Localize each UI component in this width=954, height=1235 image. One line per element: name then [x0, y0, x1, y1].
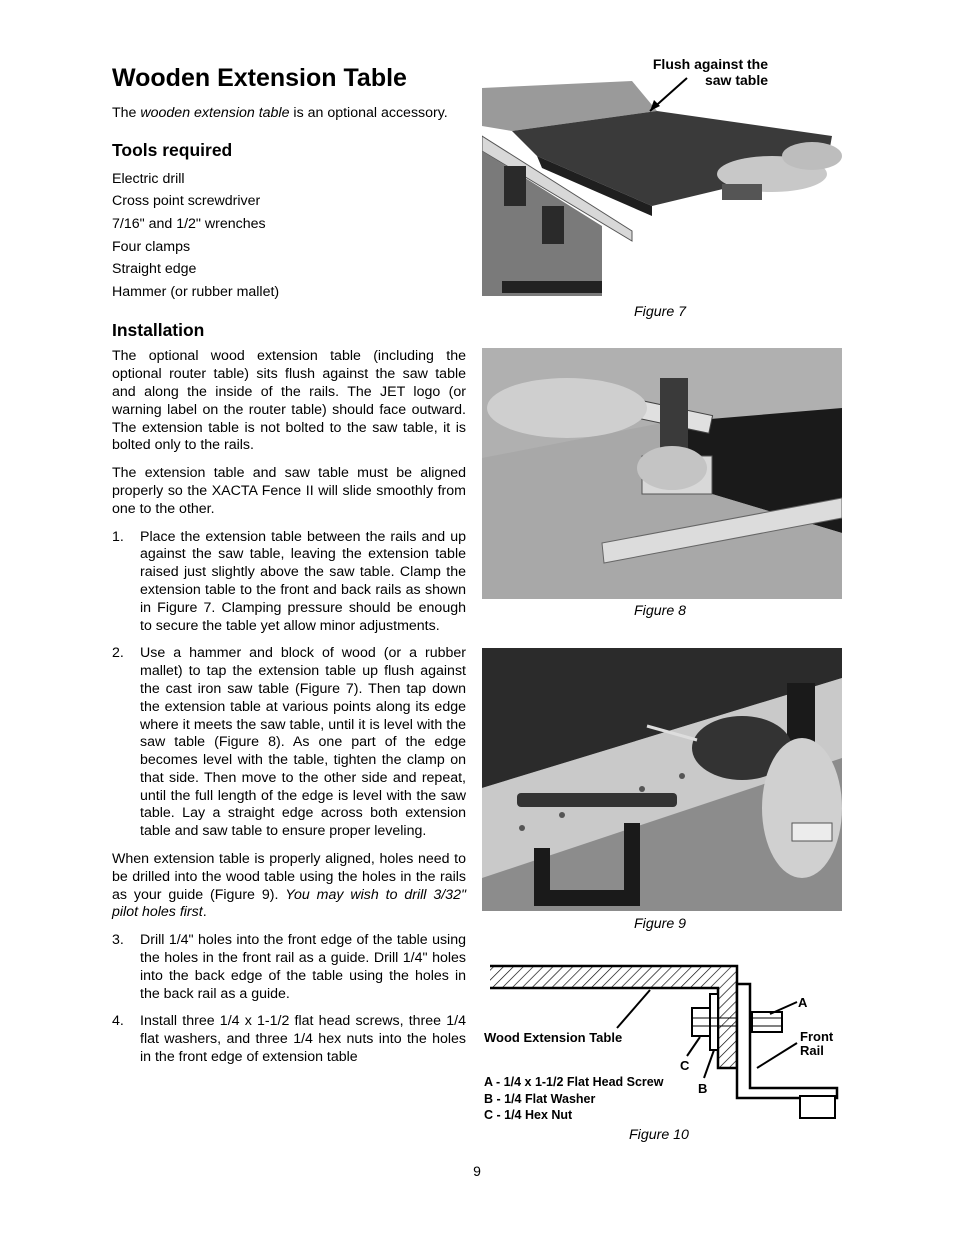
tool-item: 7/16" and 1/2" wrenches	[112, 215, 266, 232]
tools-heading: Tools required	[112, 139, 233, 160]
label-wood-extension-table: Wood Extension Table	[484, 1030, 623, 1045]
tool-item: Hammer (or rubber mallet)	[112, 283, 280, 300]
label-c: C	[680, 1058, 690, 1073]
hammer-leveling-illustration	[482, 348, 842, 599]
hardware-legend: A - 1/4 x 1-1/2 Flat Head Screw B - 1/4 Flat Washer C - 1/4 Hex Nut	[484, 1075, 664, 1122]
page-number: 9	[473, 1163, 481, 1179]
figure-9-caption: Figure 9	[634, 916, 687, 932]
step-item: 2. Use a hammer and block of wood (or a rubber mallet) to tap the extension table up flush against the cast iron saw table (Figure 7). Then tap down the extension table at various points along its edge where it meets the saw table, until it is level with the saw table (Figure 8). As one part of the edge becomes level with the table, tighten the clamp on that side. Then move to the other side and repeat, until the full length of the edge is level with the saw table. Lay a straight edge across both extension table and saw table to ensure proper leveling.	[112, 645, 466, 840]
figure-7-caption: Figure 7	[634, 304, 687, 320]
tools-list	[112, 168, 466, 304]
tool-item: Cross point screwdriver	[112, 193, 261, 210]
figure-8-photo	[482, 348, 842, 599]
table-saw-illustration	[482, 56, 842, 300]
label-b: B	[698, 1081, 708, 1096]
drilling-paragraph: When extension table is properly aligned, holes need to be drilled into the wood table using the holes in the rails as your guide (Figure 9). You may wish to drill 3/32" pilot holes first.	[112, 851, 466, 921]
installation-paragraph: The optional wood extension table (including the optional router table) sits flush against the saw table and along the inside of the rails. The JET logo (or warning label on the router table) should face outward. The extension table is not bolted to the saw table, it is bolted only to the rails.	[112, 348, 466, 454]
tool-item: Straight edge	[112, 261, 197, 278]
label-a: A	[798, 995, 808, 1010]
step-item: 3. Drill 1/4" holes into the front edge of the table using the holes in the front rail as a guide. Drill 1/4" holes into the back edge of the table using the holes in the back rail as a guide.	[112, 932, 466, 1002]
installation-heading: Installation	[112, 320, 205, 341]
steps-list	[112, 529, 466, 842]
figure-10-caption: Figure 10	[629, 1127, 689, 1143]
figure-7-photo	[482, 56, 842, 300]
text-column	[112, 62, 466, 1077]
step-item: 1. Place the extension table between the rails and up against the saw table, leaving the extension table raised just slightly above the saw table. Clamp the extension table to the front and back rails as shown in Figure 7. Clamping pressure should be enough to secure the table yet allow minor adjustments.	[112, 528, 466, 634]
alignment-paragraph: The extension table and saw table must be aligned properly so the XACTA Fence II will slide smoothly from one to the other.	[112, 465, 466, 517]
figure-10-diagram	[482, 958, 842, 1128]
tool-item: Four clamps	[112, 238, 191, 255]
intro-paragraph: The wooden extension table is an optional accessory.	[112, 105, 448, 121]
figure-7-callout: Flush against the saw table	[652, 56, 768, 88]
page-title: Wooden Extension Table	[112, 64, 407, 92]
drilling-illustration	[482, 648, 842, 911]
tool-item: Electric drill	[112, 170, 185, 187]
figure-8-caption: Figure 8	[634, 603, 687, 619]
steps-list-continued	[112, 932, 466, 1067]
step-item: 4. Install three 1/4 x 1-1/2 flat head screws, three 1/4 flat washers, and three 1/4 hex nuts into the holes in the front edge of extension table	[112, 1013, 466, 1066]
label-front-rail: Front Rail	[800, 1029, 834, 1058]
figure-9-photo	[482, 648, 842, 911]
